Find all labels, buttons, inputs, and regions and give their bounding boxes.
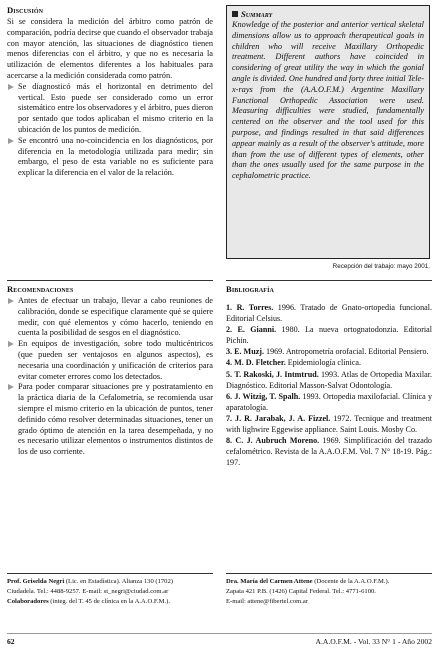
recommendation-bullet: Antes de efectuar un trabajo, llevar a cabo reuniones de calibración, donde se especifique claramente qué se quiere medir, con qué elementos y cómo hacerlo, teniendo en cuenta la posibilidad de sesgos en el diagnóstico. (7, 296, 213, 339)
left-column (7, 5, 213, 457)
bibliography-item: 6. J. Witzig, T. Spalh. 1993. Ortopedia maxilofacial. Clínica y aparatología. (226, 391, 432, 412)
summary-text: Knowledge of the posterior and anterior vertical skeletal dimensions allow us to approach therapeutical goals in children who will receive Maxillary Orthopedic treatment. Different authors have coincided in considering of great utility the way in which the gonial angle is divided. One hundred and forty three initial Tele-x-rays from the (A.A.O.F.M.) Argentine Maxillary Functional Orthopedic Association were used. Measuring difficulties were studied, fundamentally centered on the observer and the tool used for this purpose, and findings resulted in that said differences appear mainly as a result of the observer's attitude, more than from the use of different types of elements, other than the ones usually used for the same purpose in the cephalometric practice. (232, 20, 424, 181)
journal-info: A.A.O.F.M. - Vol. 33 N° 1 - Año 2002 (315, 637, 432, 646)
triangle-bullet-icon (8, 138, 14, 144)
summary-heading-row (232, 9, 424, 19)
recommendations-bullets (7, 296, 213, 458)
received-date: Recepción del trabajo: mayo 2001. (332, 263, 430, 270)
author-address: Zapata 421 P.B. (1426) Capital Federal. Tel.: 4771-6100. (226, 588, 376, 595)
recommendations-heading: Recomendaciones (7, 284, 74, 294)
authors-right: Dra. María del Carmen Attene (Docente de la A.A.O.F.M.). Zapata 421 P.B. (1426) Capital Federal. Tel.: 4771-6100. E-mail: attene@fibertel.com.ar (226, 577, 436, 607)
bibliography-section (226, 284, 432, 469)
bibliography-heading: Bibliografía (226, 284, 274, 294)
author-email: E-mail: attene@fibertel.com.ar (226, 598, 309, 605)
author-contact: Ciudadela. Tel.: 4488-9257. E-mail: st_negri@ciudad.com.ar (7, 588, 169, 595)
page-footer-rule (7, 633, 432, 634)
author-name: Prof. Griselda Negri (7, 578, 65, 585)
bibliography-item: 4. M. D. Fletcher. Epidemiología clínica. (226, 358, 362, 368)
bibliography-item: 1. R. Torres. 1996. Tratado de Gnato-ortopedia funcional. Editorial Celsius. (226, 303, 432, 323)
bibliography-item: 8. C. J. Aubruch Moreno. 1969. Simplificación del trazado cefalométrico. Revista de la A.A.O.F.M. Vol. 7 N° 18-19. Pág.: 197. (226, 435, 432, 467)
bibliography-item: 3. E. Muzj. 1969. Antropometría orofacial. Editorial Pensiero. (226, 347, 429, 357)
authors-right-rule (226, 573, 432, 574)
recommendation-bullet: En equipos de investigación, sobre todo multicéntricos (que pueden ser ventajosos en algunos aspectos), es necesaria una coordinación y unificación de criterios para evitar cometer errores como los detectados. (7, 339, 213, 382)
summary-heading: Summary (241, 9, 273, 19)
page-number: 62 (7, 637, 15, 646)
triangle-bullet-icon (8, 84, 14, 90)
bibliography-item: 5. T. Rakoski, J. Intmtrud. 1993. Atlas de Ortopedia Maxilar. Diagnóstico. Editorial Masson-Salvat Odontología. (226, 369, 432, 390)
triangle-bullet-icon (8, 298, 14, 304)
summary-box (226, 5, 430, 259)
triangle-bullet-icon (8, 341, 14, 347)
bibliography-list (226, 303, 432, 469)
recommendations-rule (7, 280, 213, 281)
discussion-heading: Discusión (7, 5, 44, 15)
bibliography-item: 7. J. R. Jarabak, J. A. Fizzel. 1972. Tecnique and treatment with lighwire Eggewise appliance. Saint Louis. Mosby Co. (226, 413, 432, 434)
bibliography-item: 2. E. Gianni. 1980. La nueva ortognatodonzia. Editorial Pichin. (226, 325, 432, 346)
discussion-bullet: Se encontró una no-coincidencia en los diagnósticos, por diferencia en la metodología utilizada para medir; sin embargo, el peso de esta variable no es suficiente para explicar la diferencia en el valor de la relación. (7, 136, 213, 179)
collaborators-label: Colaboradores (7, 598, 49, 605)
discussion-bullet: Se diagnosticó más el horizontal en detrimento del vertical. Esto puede ser considerado como un error sistemático entre los observadores y el árbitro, pues dieron por sentado que todos aplicaban el mismo criterio en la ubicación de los puntos de medición. (7, 82, 213, 136)
square-bullet-icon (232, 11, 238, 17)
author-name: Dra. María del Carmen Attene (226, 578, 313, 585)
authors-left: Prof. Griselda Negri (Lic. en Estadística). Alianza 130 (1702) Ciudadela. Tel.: 4488-9257. E-mail: st_negri@ciudad.com.ar Colaboradores (integ. del T. 45 de clínica en la A.A.O.F.M.). (7, 577, 217, 607)
authors-left-rule (7, 573, 213, 574)
discussion-bullets (7, 82, 213, 179)
recommendation-bullet: Para poder comparar situaciones pre y postratamiento en la práctica diaria de la Cefalometría, se recomienda usar siempre el mismo criterio en la ubicación de puntos, tener definido cómo resolver determinadas situaciones, tener un grado óptimo de atención en la tarea desempeñada, y no es necesario utilizar elementos o instrumentos distintos de los de uso corriente. (7, 382, 213, 458)
bibliography-rule (226, 280, 432, 281)
recommendations-section (7, 284, 213, 458)
discussion-intro: Si se considera la medición del árbitro como patrón de comparación, podría decirse que cuando el observador trabaja con mayor atención, las situaciones de diagnóstico tienen menos diferencias con el árbitro, y que no es necesaria la utilización de elementos diferentes a los habituales para acercarse a la medición considerada como patrón. (7, 17, 213, 80)
triangle-bullet-icon (8, 384, 14, 390)
